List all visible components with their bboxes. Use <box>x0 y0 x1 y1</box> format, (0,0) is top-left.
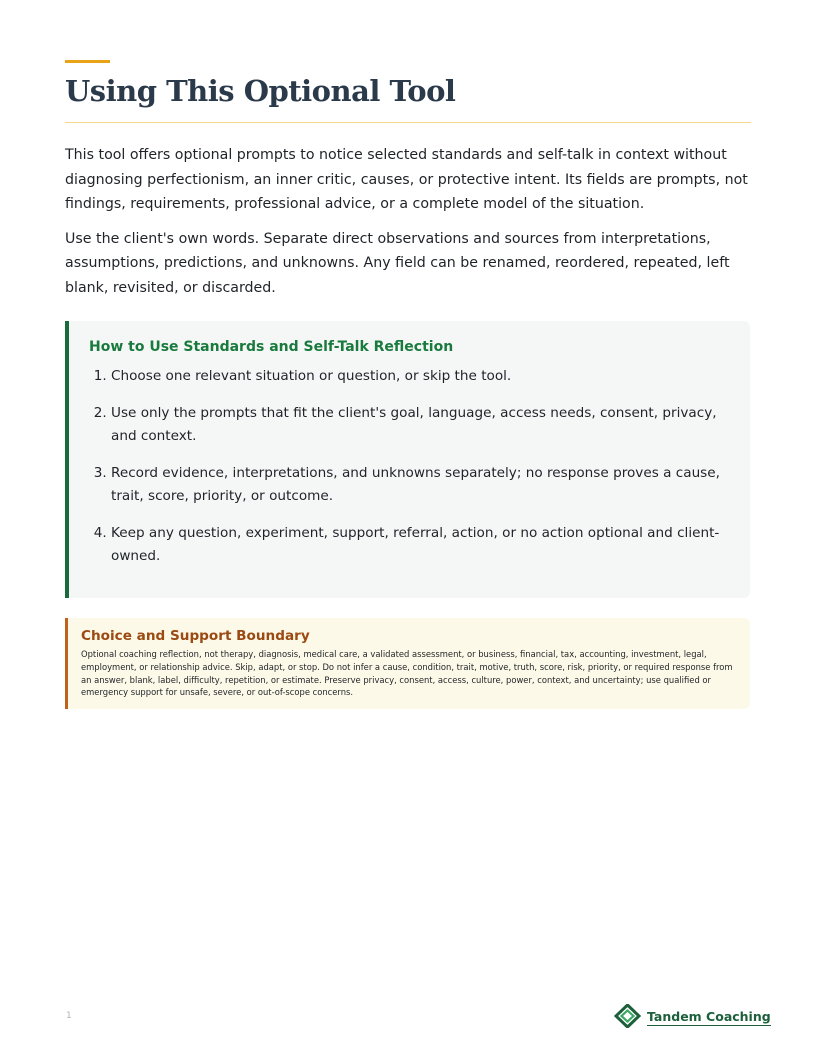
howto-step: 3. Record evidence, interpretations, and unknowns separately; no response proves a cause, trait, score, priority, or outcome. <box>111 462 730 508</box>
brand-name: Tandem Coaching <box>647 1009 771 1024</box>
howto-step: 2. Use only the prompts that fit the client's goal, language, access needs, consent, privacy, and context. <box>111 402 730 448</box>
intro-section <box>65 143 755 310</box>
brand-logo <box>614 1004 771 1032</box>
boundary-callout <box>65 618 750 709</box>
howto-steps-list <box>89 365 730 568</box>
howto-step: 4. Keep any question, experiment, support, referral, action, or no action optional and client-owned. <box>111 522 730 568</box>
intro-paragraph-2: Use the client's own words. Separate direct observations and sources from interpretations, assumptions, predictions, and unknowns. Any field can be renamed, reordered, repeated, left blank, revisited, or discarded. <box>65 230 730 296</box>
boundary-text: Optional coaching reflection, not therapy, diagnosis, medical care, a validated assessment, or business, financial, tax, accounting, investment, legal, employment, or relationship advice. Skip, adapt, or stop. Do not infer a cause, condition, trait, motive, truth, score, risk, priority, or required response from an answer, blank, label, difficulty, repetition, or estimate. Preserve privacy, consent, access, culture, power, context, and uncertainty; use qualified or emergency support for unsafe, severe, or out-of-scope concerns. <box>81 649 733 698</box>
intro-paragraph-1: This tool offers optional prompts to notice selected standards and self-talk in context without diagnosing perfectionism, an inner critic, causes, or protective intent. Its fields are prompts, not findings, requirements, professional advice, or a complete model of the situation. <box>65 147 748 212</box>
tandem-diamond-logo-icon <box>614 1004 641 1032</box>
title-accent-bar <box>65 60 110 63</box>
title-divider <box>65 122 751 123</box>
page-title: Using This Optional Tool <box>65 74 456 108</box>
howto-callout <box>65 321 750 598</box>
howto-heading: How to Use Standards and Self-Talk Reflection <box>89 339 454 355</box>
page-number: 1 <box>66 1011 72 1021</box>
boundary-heading: Choice and Support Boundary <box>81 628 310 644</box>
howto-step: 1. Choose one relevant situation or question, or skip the tool. <box>111 365 730 388</box>
